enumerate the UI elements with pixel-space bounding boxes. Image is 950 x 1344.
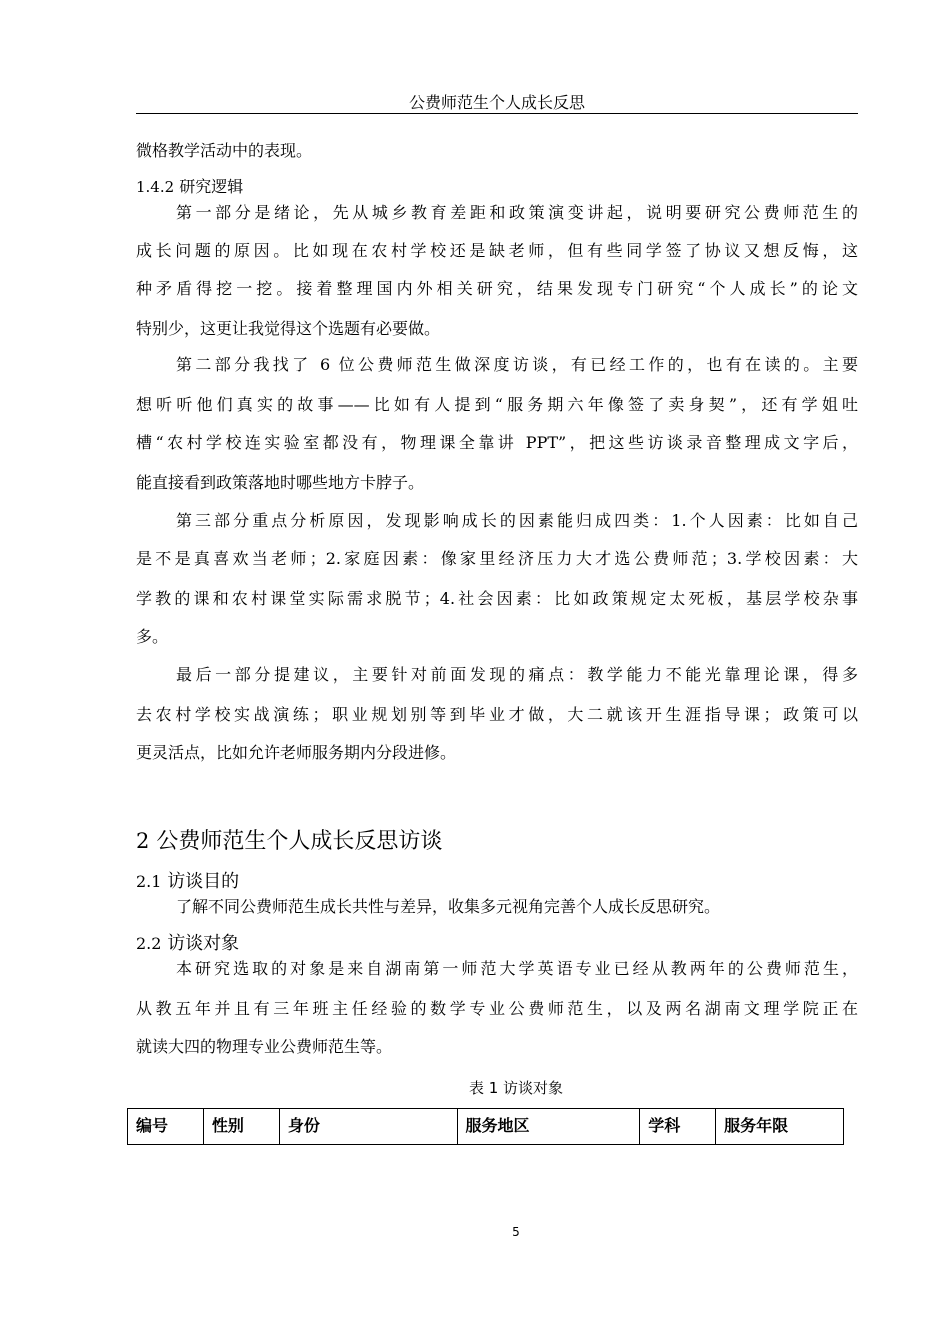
subsection-title: 研究逻辑 (179, 177, 244, 196)
interview-subjects-table (127, 1108, 844, 1145)
paragraph-4-line-3: 更灵活点，比如允许老师服务期内分段进修。 (136, 743, 457, 762)
section-heading-2-1 (136, 870, 239, 894)
paragraph-3-line-4: 多。 (136, 627, 169, 646)
paragraph-2-line-4: 能直接看到政策落地时哪些地方卡脖子。 (136, 473, 425, 492)
paragraph-1-line-2: 成长问题的原因。比如现在农村学校还是缺老师，但有些同学签了协议又想反悔，这 (136, 241, 858, 260)
section-number: 2.2 (136, 934, 162, 953)
running-header-title: 公费师范生个人成长反思 (408, 93, 585, 112)
table-header-row (128, 1109, 844, 1145)
paragraph-4-line-2: 去农村学校实战演练；职业规划别等到毕业才做，大二就该开生涯指导课；政策可以 (136, 705, 858, 724)
paragraph-2-line-2: 想听听他们真实的故事——比如有人提到“服务期六年像签了卖身契”，还有学姐吐 (136, 395, 858, 414)
subsection-number: 1.4.2 (136, 178, 175, 196)
paragraph-2-line-3: 槽“农村学校连实验室都没有，物理课全靠讲 PPT”，把这些访谈录音整理成文字后， (136, 433, 858, 452)
column-header-gender: 性别 (203, 1109, 279, 1145)
chapter-number: 2 (136, 829, 150, 853)
section-number: 2.1 (136, 872, 162, 891)
paragraph-1-line-1: 第一部分是绪论，先从城乡教育差距和政策演变讲起，说明要研究公费师范生的 (176, 203, 858, 222)
section-2-2-line-1: 本研究选取的对象是来自湖南第一师范大学英语专业已经从教两年的公费师范生， (176, 959, 858, 978)
section-2-1-text: 了解不同公费师范生成长共性与差异，收集多元视角完善个人成长反思研究。 (176, 897, 721, 916)
paragraph-2-line-1: 第二部分我找了 6 位公费师范生做深度访谈，有已经工作的，也有在读的。主要 (176, 355, 858, 374)
column-header-service-years: 服务年限 (716, 1109, 844, 1145)
column-header-subject: 学科 (640, 1109, 716, 1145)
chapter-heading (136, 826, 442, 857)
table-caption: 表 1 访谈对象 (468, 1079, 564, 1097)
section-title: 访谈目的 (167, 871, 240, 892)
paragraph-4-line-1: 最后一部分提建议，主要针对前面发现的痛点：教学能力不能光靠理论课，得多 (176, 665, 858, 684)
paragraph-3-line-1: 第三部分重点分析原因，发现影响成长的因素能归成四类：1.个人因素：比如自己 (176, 511, 858, 530)
header-divider (136, 113, 858, 114)
subsection-heading-1-4-2 (136, 176, 858, 198)
paragraph-1-line-4: 特别少，这更让我觉得这个选题有必要做。 (136, 319, 441, 338)
column-header-id: 编号 (128, 1109, 204, 1145)
column-header-identity: 身份 (279, 1109, 457, 1145)
column-header-service-region: 服务地区 (457, 1109, 640, 1145)
section-2-2-line-2: 从教五年并且有三年班主任经验的数学专业公费师范生，以及两名湖南文理学院正在 (136, 999, 858, 1018)
section-2-2-line-3: 就读大四的物理专业公费师范生等。 (136, 1037, 393, 1056)
continuation-line: 微格教学活动中的表现。 (136, 141, 313, 160)
section-title: 访谈对象 (167, 933, 240, 954)
paragraph-3-line-2: 是不是真喜欢当老师；2.家庭因素：像家里经济压力大才选公费师范；3.学校因素：大 (136, 549, 858, 568)
paragraph-3-line-3: 学教的课和农村课堂实际需求脱节；4.社会因素：比如政策规定太死板，基层学校杂事 (136, 589, 858, 608)
section-heading-2-2 (136, 932, 239, 956)
paragraph-1-line-3: 种矛盾得挖一挖。接着整理国内外相关研究，结果发现专门研究“个人成长”的论文 (136, 279, 858, 298)
page-number: 5 (512, 1225, 520, 1239)
chapter-title: 公费师范生个人成长反思访谈 (156, 829, 443, 854)
